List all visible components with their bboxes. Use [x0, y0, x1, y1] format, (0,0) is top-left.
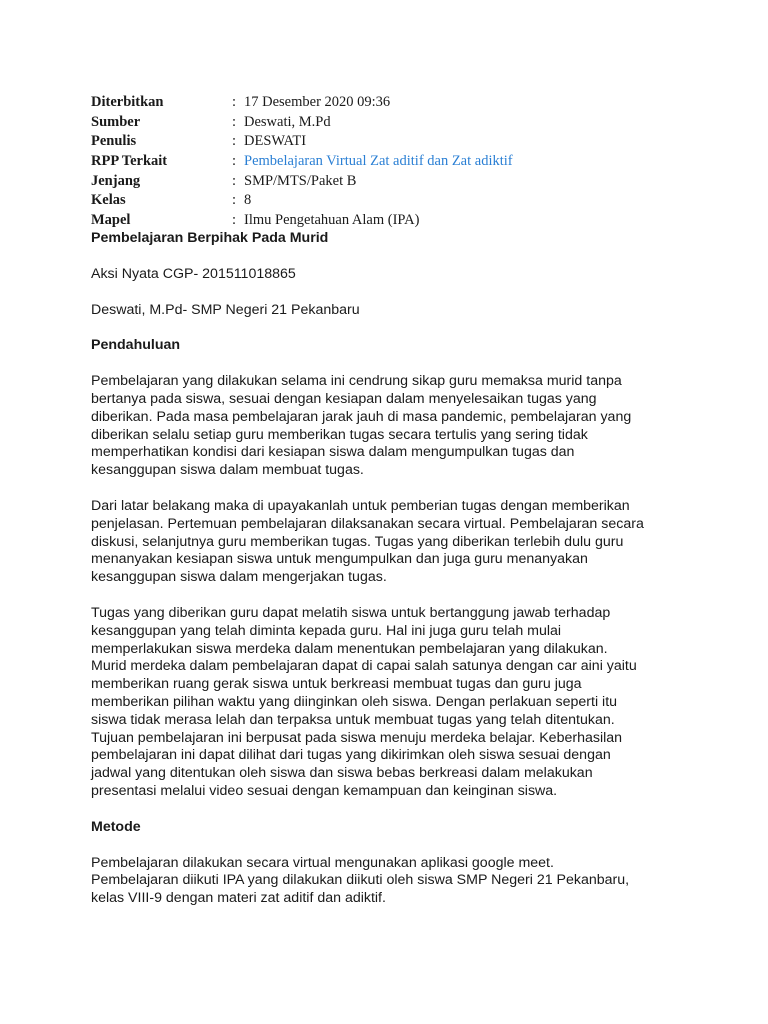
paragraph-line: kelas VIII-9 dengan materi zat aditif dan adiktif.	[91, 890, 386, 907]
paragraph-line: penjelasan. Pertemuan pembelajaran dilaksanakan secara virtual. Pembelajaran secara	[91, 515, 644, 532]
meta-row-kelas	[91, 191, 711, 211]
meta-label: RPP Terkait	[91, 153, 168, 170]
meta-row-rpp-terkait	[91, 152, 711, 172]
paragraph-line: diberikan selalu setiap guru memberikan tugas secara tertulis yang sering tidak	[91, 426, 588, 443]
meta-colon: :	[232, 133, 237, 150]
meta-value: SMP/MTS/Paket B	[244, 172, 357, 189]
paragraph-line: kesanggupan yang telah diminta kepada guru. Hal ini juga guru telah mulai	[91, 622, 562, 639]
paragraph-line: memperhatikan kondisi dari kesiapan siswa dalam mengumpulkan tugas dan	[91, 444, 575, 461]
paragraph-line: Dari latar belakang maka di upayakanlah untuk pemberian tugas dengan memberikan	[91, 497, 630, 514]
paragraph-line: Pembelajaran yang dilakukan selama ini cendrung sikap guru memaksa murid tanpa	[91, 373, 622, 390]
section-heading-pendahuluan: Pendahuluan	[91, 337, 181, 354]
meta-value: Deswati, M.Pd	[244, 113, 331, 130]
meta-row-sumber	[91, 113, 711, 133]
meta-colon: :	[232, 153, 237, 170]
paragraph-3	[91, 605, 691, 801]
paragraph-2	[91, 498, 691, 587]
paragraph-line: presentasi melalui video sesuai dengan kemampuan dan keinginan siswa.	[91, 782, 558, 799]
paragraph-line: kesanggupan siswa dalam membuat tugas.	[91, 462, 364, 479]
paragraph-1	[91, 373, 691, 480]
rpp-terkait-link[interactable]: Pembelajaran Virtual Zat aditif dan Zat adiktif	[244, 153, 513, 170]
meta-label: Jenjang	[91, 172, 141, 189]
author-line: Deswati, M.Pd- SMP Negeri 21 Pekanbaru	[91, 301, 360, 318]
meta-label: Penulis	[91, 133, 137, 150]
meta-label: Sumber	[91, 113, 141, 130]
paragraph-line: Tujuan pembelajaran ini berpusat pada siswa menuju merdeka belajar. Keberhasilan	[91, 729, 623, 746]
paragraph-line: diberikan. Pada masa pembelajaran jarak jauh di masa pandemic, pembelajaran yang	[91, 408, 632, 425]
meta-label: Kelas	[91, 192, 126, 209]
meta-row-jenjang	[91, 172, 711, 192]
meta-colon: :	[232, 113, 237, 130]
article-title: Pembelajaran Berpihak Pada Murid	[91, 230, 329, 246]
paragraph-line: Tugas yang diberikan guru dapat melatih siswa untuk bertanggung jawab terhadap	[91, 604, 611, 621]
meta-colon: :	[232, 172, 237, 189]
meta-row-penulis	[91, 132, 711, 152]
paragraph-line: kesanggupan siswa dalam mengerjakan tugas.	[91, 569, 387, 586]
paragraph-line: Pembelajaran diikuti IPA yang dilakukan diikuti oleh siswa SMP Negeri 21 Pekanbaru,	[91, 872, 630, 889]
meta-value: 17 Desember 2020 09:36	[244, 94, 391, 110]
paragraph-line: siswa tidak merasa lelah dan terpaksa untuk membuat tugas yang telah ditentukan.	[91, 711, 615, 728]
meta-label: Mapel	[91, 212, 131, 229]
meta-value: 8	[244, 192, 252, 209]
paragraph-line: memberikan pilihan waktu yang diinginkan oleh siswa. Dengan perlakuan seperti itu	[91, 693, 618, 710]
paragraph-line: memperlakukan siswa merdeka dalam menentukan pembelajaran yang dilakukan.	[91, 640, 608, 657]
paragraph-line: Pembelajaran dilakukan secara virtual mengunakan aplikasi google meet.	[91, 854, 554, 871]
paragraph-line: bertanya pada siswa, sesuai dengan kesiapan dalam menyelesaikan tugas yang	[91, 390, 597, 407]
meta-row-diterbitkan	[91, 93, 711, 113]
paragraph-4	[91, 855, 691, 908]
aksi-nyata-line: Aksi Nyata CGP- 201511018865	[91, 265, 296, 282]
metadata-table	[91, 93, 711, 231]
paragraph-line: diskusi, selanjutnya guru memberikan tugas. Tugas yang diberikan terlebih dulu guru	[91, 533, 624, 550]
meta-row-mapel	[91, 211, 711, 231]
meta-colon: :	[232, 212, 237, 229]
meta-value: Ilmu Pengetahuan Alam (IPA)	[244, 212, 420, 229]
section-heading-metode: Metode	[91, 818, 141, 835]
paragraph-line: Murid merdeka dalam pembelajaran dapat di capai salah satunya dengan car aini yaitu	[91, 658, 637, 675]
meta-label: Diterbitkan	[91, 94, 164, 110]
paragraph-line: memberikan ruang gerak siswa untuk berkreasi membuat tugas dan guru juga	[91, 676, 582, 693]
paragraph-line: pembelajaran ini dapat dilihat dari tugas yang dikirimkan oleh siswa sesuai dengan	[91, 747, 611, 764]
article-body	[91, 230, 691, 908]
meta-value: DESWATI	[244, 133, 307, 150]
meta-colon: :	[232, 94, 237, 110]
meta-colon: :	[232, 192, 237, 209]
paragraph-line: jadwal yang ditentukan oleh siswa dan siswa bebas berkreasi dalam melakukan	[91, 765, 593, 782]
paragraph-line: menanyakan kesiapan siswa untuk mengumpulkan dan juga guru menanyakan	[91, 551, 588, 568]
